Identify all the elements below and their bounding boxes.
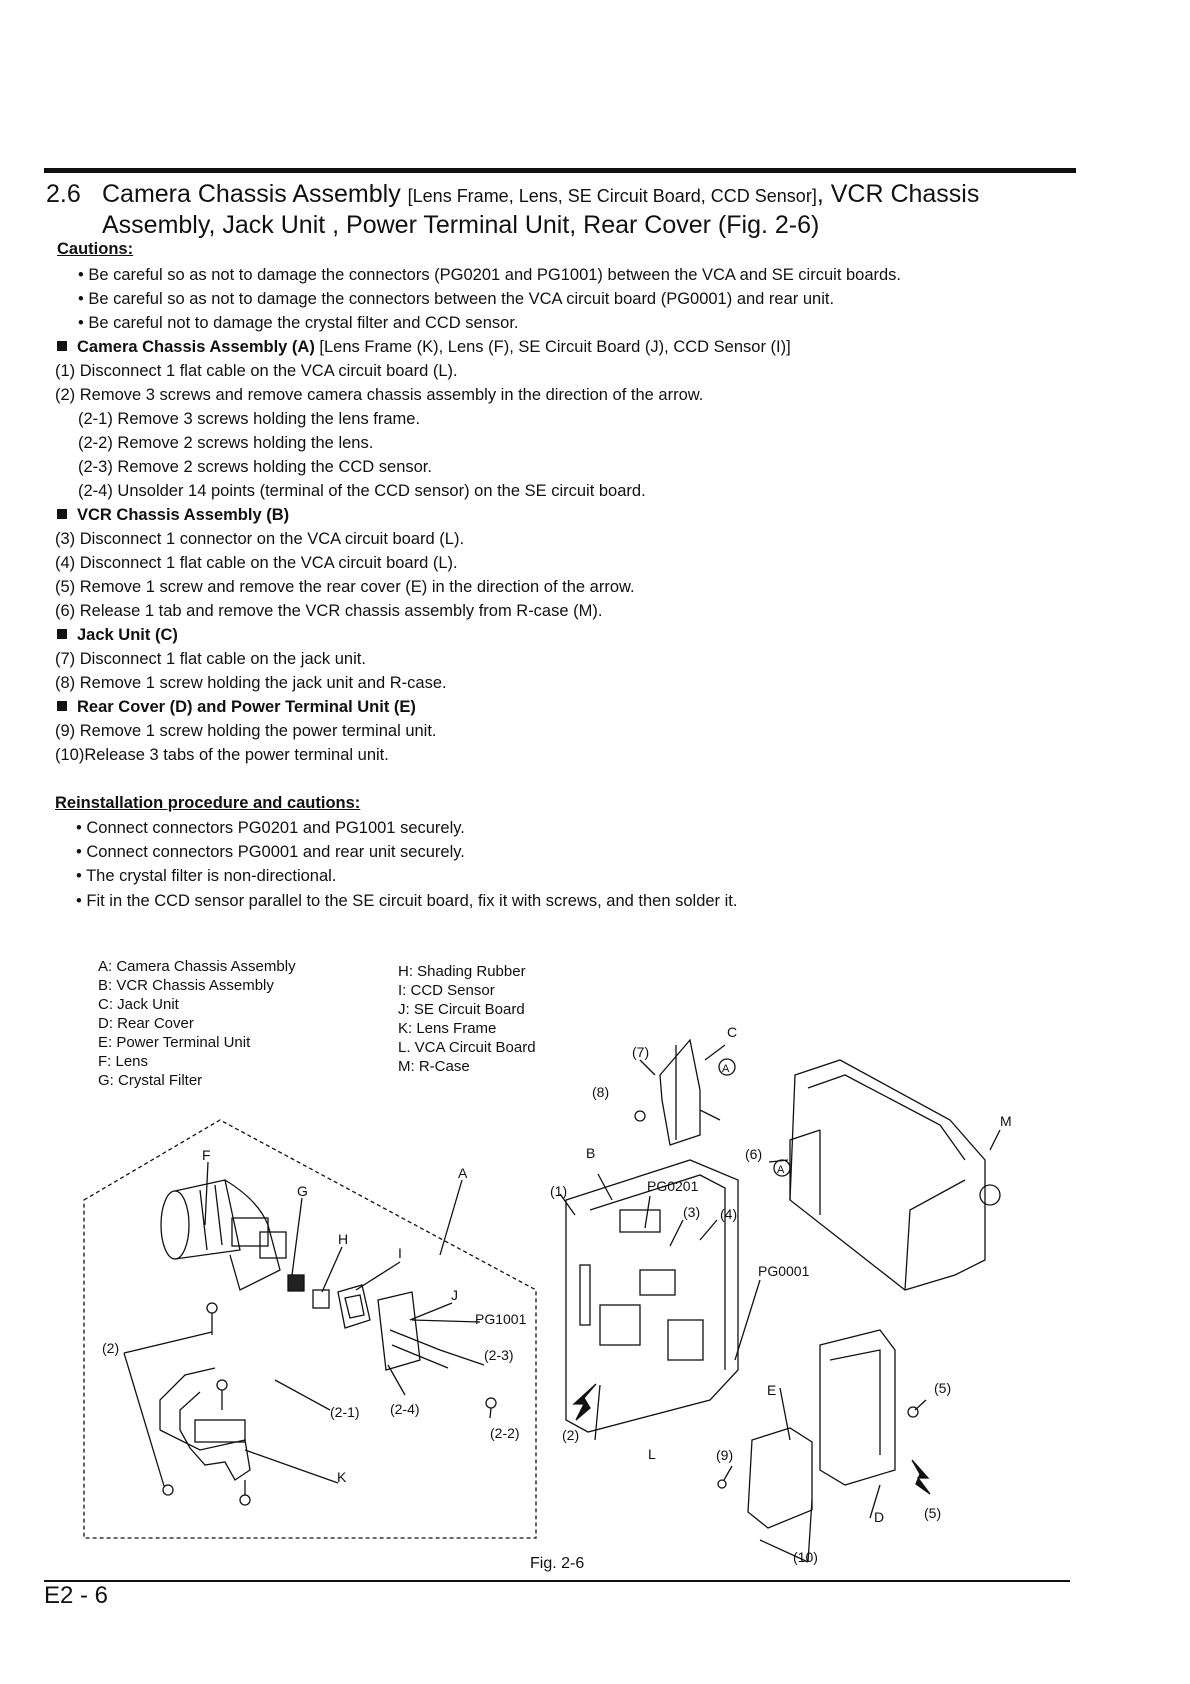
- step: (6) Release 1 tab and remove the VCR chassis assembly from R-case (M).: [55, 602, 603, 620]
- legend-left: A: Camera Chassis Assembly B: VCR Chassis Assembly C: Jack Unit D: Rear Cover E: Power Terminal Unit F: Lens G: Crystal Filter: [98, 958, 296, 1089]
- callout-J: J: [451, 1287, 458, 1303]
- callout-step-2-1: (2-1): [330, 1404, 360, 1420]
- group-heading-camera-chassis: Camera Chassis Assembly (A) [Lens Frame (K), Lens (F), SE Circuit Board (J), CCD Sensor (I)]: [57, 337, 791, 357]
- callout-A: A: [458, 1165, 468, 1181]
- page-number: E2 - 6: [44, 1582, 109, 1609]
- callout-step-2-3: (2-3): [484, 1347, 514, 1363]
- direction-arrow-icon: [574, 1384, 596, 1420]
- lens-frame-drawing: [160, 1368, 250, 1480]
- substep: (2-2) Remove 2 screws holding the lens.: [78, 434, 374, 452]
- callout-step-4: (4): [720, 1206, 738, 1222]
- callout-K: K: [337, 1469, 347, 1485]
- callout-F: F: [202, 1147, 211, 1163]
- caution-item: • Be careful not to damage the crystal filter and CCD sensor.: [78, 314, 519, 332]
- callout-D: D: [874, 1509, 885, 1525]
- substep: (2-1) Remove 3 screws holding the lens frame.: [78, 410, 421, 428]
- reinstallation-item: • Connect connectors PG0001 and rear unit securely.: [76, 843, 465, 861]
- callout-step-2-2: (2-2): [490, 1425, 520, 1441]
- substep: (2-4) Unsolder 14 points (terminal of the CCD sensor) on the SE circuit board.: [78, 482, 646, 500]
- screw-drawings: [163, 1111, 918, 1505]
- callout-step-5: (5): [934, 1380, 952, 1396]
- step: (10)Release 3 tabs of the power terminal unit.: [55, 746, 389, 764]
- callout-B: B: [586, 1145, 596, 1161]
- callout-step-5: (5): [924, 1505, 942, 1521]
- section-title: Camera Chassis Assembly [Lens Frame, Lens, SE Circuit Board, CCD Sensor], VCR Chassis Assembly, Jack Unit , Power Terminal Unit, Rear Cover (Fig. 2-6): [102, 180, 980, 239]
- crystal-filter-drawing: [288, 1275, 304, 1291]
- power-terminal-unit-drawing: [748, 1428, 812, 1528]
- callout-step-10: (10): [793, 1549, 818, 1565]
- reinstallation-item: • Connect connectors PG0201 and PG1001 securely.: [76, 819, 465, 837]
- section-number: 2.6: [46, 180, 81, 208]
- step: (9) Remove 1 screw holding the power terminal unit.: [55, 722, 437, 740]
- callout-step-6: (6): [745, 1146, 763, 1162]
- step: (3) Disconnect 1 connector on the VCA circuit board (L).: [55, 530, 465, 548]
- callout-E: E: [767, 1382, 777, 1398]
- callout-circled-a: A: [777, 1164, 785, 1176]
- step: (5) Remove 1 screw and remove the rear cover (E) in the direction of the arrow.: [55, 578, 635, 596]
- step: (4) Disconnect 1 flat cable on the VCA circuit board (L).: [55, 554, 458, 572]
- cautions-heading: Cautions:: [57, 240, 134, 258]
- callout-I: I: [398, 1245, 402, 1261]
- lens-drawing: [161, 1180, 286, 1290]
- caution-item: • Be careful so as not to damage the connectors between the VCA circuit board (PG0001) and rear unit.: [78, 290, 835, 308]
- bottom-rule: [44, 1580, 1070, 1582]
- callout-G: G: [297, 1183, 308, 1199]
- reinstallation-item: • The crystal filter is non-directional.: [76, 867, 337, 885]
- callout-step-2: (2): [102, 1340, 120, 1356]
- shading-rubber-drawing: [313, 1290, 329, 1308]
- callout-step-3: (3): [683, 1204, 701, 1220]
- rear-cover-drawing: [820, 1330, 895, 1485]
- callout-step-8: (8): [592, 1084, 610, 1100]
- caution-item: • Be careful so as not to damage the connectors (PG0201 and PG1001) between the VCA and SE circuit boards.: [78, 266, 902, 284]
- callout-C: C: [727, 1024, 738, 1040]
- callout-circled-a: A: [722, 1063, 730, 1075]
- group-heading-jack-unit: Jack Unit (C): [57, 625, 178, 645]
- vca-circuit-board-drawing: [566, 1160, 738, 1432]
- direction-arrow-icon: [912, 1460, 930, 1494]
- callout-L: L: [648, 1446, 656, 1462]
- group-dashed-outline: [84, 1120, 536, 1538]
- jack-unit-drawing: [660, 1040, 700, 1145]
- group-heading-rear-cover: Rear Cover (D) and Power Terminal Unit (E): [57, 697, 416, 717]
- legend-right: H: Shading Rubber I: CCD Sensor J: SE Circuit Board K: Lens Frame L. VCA Circuit Board M: R-Case: [398, 963, 536, 1075]
- step: (1) Disconnect 1 flat cable on the VCA circuit board (L).: [55, 362, 458, 380]
- ccd-sensor-drawing: [338, 1285, 370, 1328]
- callout-H: H: [338, 1231, 349, 1247]
- step: (2) Remove 3 screws and remove camera chassis assembly in the direction of the arrow.: [55, 386, 704, 404]
- group-heading-vcr-chassis: VCR Chassis Assembly (B): [57, 505, 289, 525]
- step: (8) Remove 1 screw holding the jack unit and R-case.: [55, 674, 447, 692]
- reinstallation-heading: Reinstallation procedure and cautions:: [55, 794, 361, 812]
- callout-pg1001: PG1001: [475, 1311, 527, 1327]
- step: (7) Disconnect 1 flat cable on the jack unit.: [55, 650, 366, 668]
- callout-step-1: (1): [550, 1183, 568, 1199]
- figure-caption: Fig. 2-6: [530, 1555, 585, 1572]
- callout-M: M: [1000, 1113, 1012, 1129]
- callout-pg0001: PG0001: [758, 1263, 810, 1279]
- callout-step-7: (7): [632, 1044, 650, 1060]
- reinstallation-item: • Fit in the CCD sensor parallel to the SE circuit board, fix it with screws, and then solder it.: [76, 892, 738, 910]
- callout-step-9: (9): [716, 1447, 734, 1463]
- r-case-drawing: [790, 1060, 1000, 1290]
- substep: (2-3) Remove 2 screws holding the CCD sensor.: [78, 458, 432, 476]
- se-circuit-board-drawing: [378, 1292, 420, 1370]
- callout-step-2-4: (2-4): [390, 1401, 420, 1417]
- callout-step-2: (2): [562, 1427, 580, 1443]
- callout-pg0201: PG0201: [647, 1178, 699, 1194]
